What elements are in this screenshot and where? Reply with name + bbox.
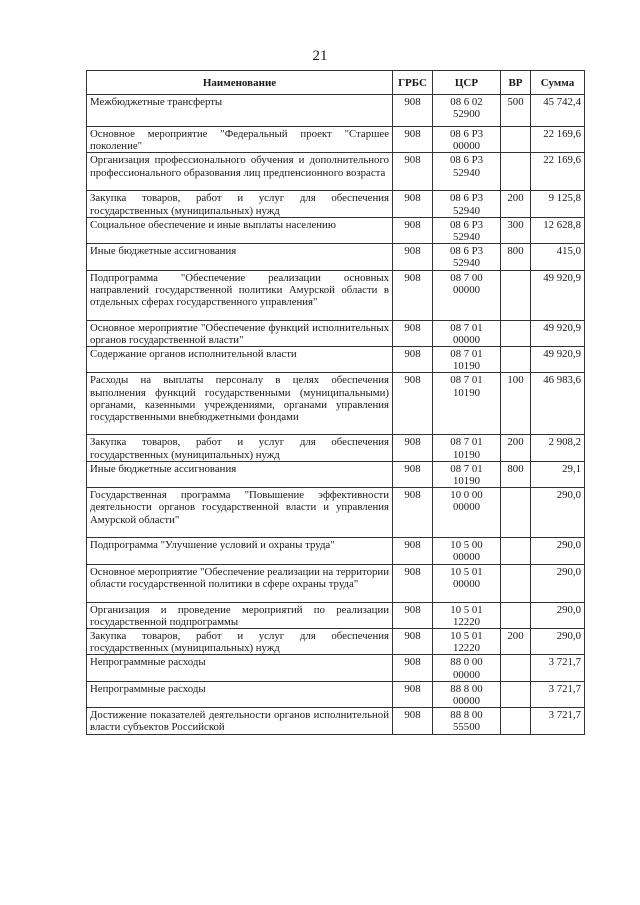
row-grbs: 908: [393, 655, 433, 681]
table-row: [87, 602, 585, 628]
row-grbs: 908: [393, 461, 433, 487]
row-name: Основное мероприятие "Обеспечение функций исполнительных органов государственной власти": [87, 320, 393, 346]
table-row: [87, 95, 585, 127]
row-csr: 08 6 P3 00000: [433, 127, 501, 153]
table-header-row: [87, 71, 585, 95]
header-vr: ВР: [501, 71, 531, 95]
row-grbs: 908: [393, 217, 433, 243]
row-sum: 29,1: [531, 461, 585, 487]
row-sum: 2 908,2: [531, 435, 585, 461]
row-csr: 10 5 01 12220: [433, 629, 501, 655]
row-name: Достижение показателей деятельности органов исполнительной власти субъектов Российской: [87, 708, 393, 734]
row-csr: 10 0 00 00000: [433, 488, 501, 538]
row-csr: 08 7 01 10190: [433, 373, 501, 435]
table-row: [87, 629, 585, 655]
table-row: [87, 270, 585, 320]
row-grbs: 908: [393, 488, 433, 538]
header-name: Наименование: [87, 71, 393, 95]
row-name: Основное мероприятие "Обеспечение реализации на территории области государственной политики в сфере охраны труда": [87, 564, 393, 602]
row-sum: 49 920,9: [531, 270, 585, 320]
row-grbs: 908: [393, 320, 433, 346]
row-name: Иные бюджетные ассигнования: [87, 461, 393, 487]
row-vr: 200: [501, 629, 531, 655]
row-grbs: 908: [393, 708, 433, 734]
header-csr: ЦСР: [433, 71, 501, 95]
row-vr: 200: [501, 435, 531, 461]
row-sum: 415,0: [531, 244, 585, 270]
row-name: Непрограммные расходы: [87, 655, 393, 681]
row-sum: 290,0: [531, 602, 585, 628]
row-sum: 290,0: [531, 564, 585, 602]
row-csr: 88 8 00 55500: [433, 708, 501, 734]
row-vr: 500: [501, 95, 531, 127]
row-name: Организация и проведение мероприятий по реализации государственной подпрограммы: [87, 602, 393, 628]
budget-table: [86, 70, 585, 735]
row-csr: 08 6 P3 52940: [433, 244, 501, 270]
row-csr: 08 7 00 00000: [433, 270, 501, 320]
row-vr: 300: [501, 217, 531, 243]
table-row: [87, 244, 585, 270]
table-row: [87, 320, 585, 346]
row-grbs: 908: [393, 127, 433, 153]
row-sum: 290,0: [531, 488, 585, 538]
row-vr: [501, 708, 531, 734]
row-vr: [501, 320, 531, 346]
row-csr: 88 8 00 00000: [433, 681, 501, 707]
table-row: [87, 127, 585, 153]
row-sum: 3 721,7: [531, 655, 585, 681]
row-csr: 08 6 P3 52940: [433, 217, 501, 243]
row-sum: 46 983,6: [531, 373, 585, 435]
row-vr: [501, 347, 531, 373]
row-grbs: 908: [393, 373, 433, 435]
row-name: Закупка товаров, работ и услуг для обеспечения государственных (муниципальных) нужд: [87, 629, 393, 655]
row-vr: [501, 681, 531, 707]
row-grbs: 908: [393, 95, 433, 127]
row-vr: [501, 602, 531, 628]
row-name: Подпрограмма "Обеспечение реализации основных направлений государственной политики Амурской области в отдельных сферах государственного управления": [87, 270, 393, 320]
row-csr: 08 7 01 10190: [433, 435, 501, 461]
table-row: [87, 564, 585, 602]
table-row: [87, 217, 585, 243]
row-grbs: 908: [393, 191, 433, 217]
row-sum: 22 169,6: [531, 153, 585, 191]
row-sum: 9 125,8: [531, 191, 585, 217]
table-row: [87, 538, 585, 564]
table-row: [87, 461, 585, 487]
row-name: Подпрограмма "Улучшение условий и охраны труда": [87, 538, 393, 564]
row-csr: 10 5 01 00000: [433, 564, 501, 602]
table-row: [87, 347, 585, 373]
row-sum: 22 169,6: [531, 127, 585, 153]
row-csr: 08 7 01 10190: [433, 347, 501, 373]
header-sum: Сумма: [531, 71, 585, 95]
table-row: [87, 488, 585, 538]
row-name: Государственная программа "Повышение эффективности деятельности органов государственной власти и управления Амурской области": [87, 488, 393, 538]
row-sum: 12 628,8: [531, 217, 585, 243]
row-vr: 100: [501, 373, 531, 435]
row-name: Расходы на выплаты персоналу в целях обеспечения выполнения функций государственными (муниципальными) органами, казенными учреждениями, органами управления государственными внебюджетными фондами: [87, 373, 393, 435]
page-number: 21: [312, 48, 328, 64]
row-csr: 08 7 01 10190: [433, 461, 501, 487]
row-vr: 800: [501, 461, 531, 487]
table-row: [87, 681, 585, 707]
table-row: [87, 373, 585, 435]
row-name: Непрограммные расходы: [87, 681, 393, 707]
row-vr: [501, 655, 531, 681]
row-vr: [501, 153, 531, 191]
row-csr: 08 6 02 52900: [433, 95, 501, 127]
row-name: Социальное обеспечение и иные выплаты населению: [87, 217, 393, 243]
row-vr: [501, 127, 531, 153]
row-grbs: 908: [393, 347, 433, 373]
row-grbs: 908: [393, 538, 433, 564]
row-csr: 08 6 P3 52940: [433, 153, 501, 191]
row-sum: 3 721,7: [531, 708, 585, 734]
row-sum: 49 920,9: [531, 320, 585, 346]
row-sum: 45 742,4: [531, 95, 585, 127]
row-grbs: 908: [393, 270, 433, 320]
row-vr: [501, 538, 531, 564]
table-row: [87, 655, 585, 681]
row-vr: [501, 270, 531, 320]
row-sum: 49 920,9: [531, 347, 585, 373]
row-vr: [501, 564, 531, 602]
row-grbs: 908: [393, 564, 433, 602]
table-row: [87, 435, 585, 461]
row-csr: 10 5 00 00000: [433, 538, 501, 564]
row-name: Иные бюджетные ассигнования: [87, 244, 393, 270]
table-row: [87, 153, 585, 191]
row-csr: 08 7 01 00000: [433, 320, 501, 346]
row-sum: 290,0: [531, 538, 585, 564]
row-name: Основное мероприятие "Федеральный проект "Старшее поколение": [87, 127, 393, 153]
row-vr: 800: [501, 244, 531, 270]
row-grbs: 908: [393, 629, 433, 655]
row-vr: 200: [501, 191, 531, 217]
row-name: Межбюджетные трансферты: [87, 95, 393, 127]
row-csr: 10 5 01 12220: [433, 602, 501, 628]
row-name: Закупка товаров, работ и услуг для обеспечения государственных (муниципальных) нужд: [87, 435, 393, 461]
row-grbs: 908: [393, 244, 433, 270]
row-grbs: 908: [393, 602, 433, 628]
table-row: [87, 708, 585, 734]
row-grbs: 908: [393, 435, 433, 461]
row-sum: 3 721,7: [531, 681, 585, 707]
row-grbs: 908: [393, 681, 433, 707]
row-csr: 88 0 00 00000: [433, 655, 501, 681]
table-row: [87, 191, 585, 217]
row-grbs: 908: [393, 153, 433, 191]
row-name: Содержание органов исполнительной власти: [87, 347, 393, 373]
row-sum: 290,0: [531, 629, 585, 655]
row-name: Закупка товаров, работ и услуг для обеспечения государственных (муниципальных) нужд: [87, 191, 393, 217]
row-csr: 08 6 P3 52940: [433, 191, 501, 217]
header-grbs: ГРБС: [393, 71, 433, 95]
row-name: Организация профессионального обучения и дополнительного профессионального образования лиц предпенсионного возраста: [87, 153, 393, 191]
row-vr: [501, 488, 531, 538]
